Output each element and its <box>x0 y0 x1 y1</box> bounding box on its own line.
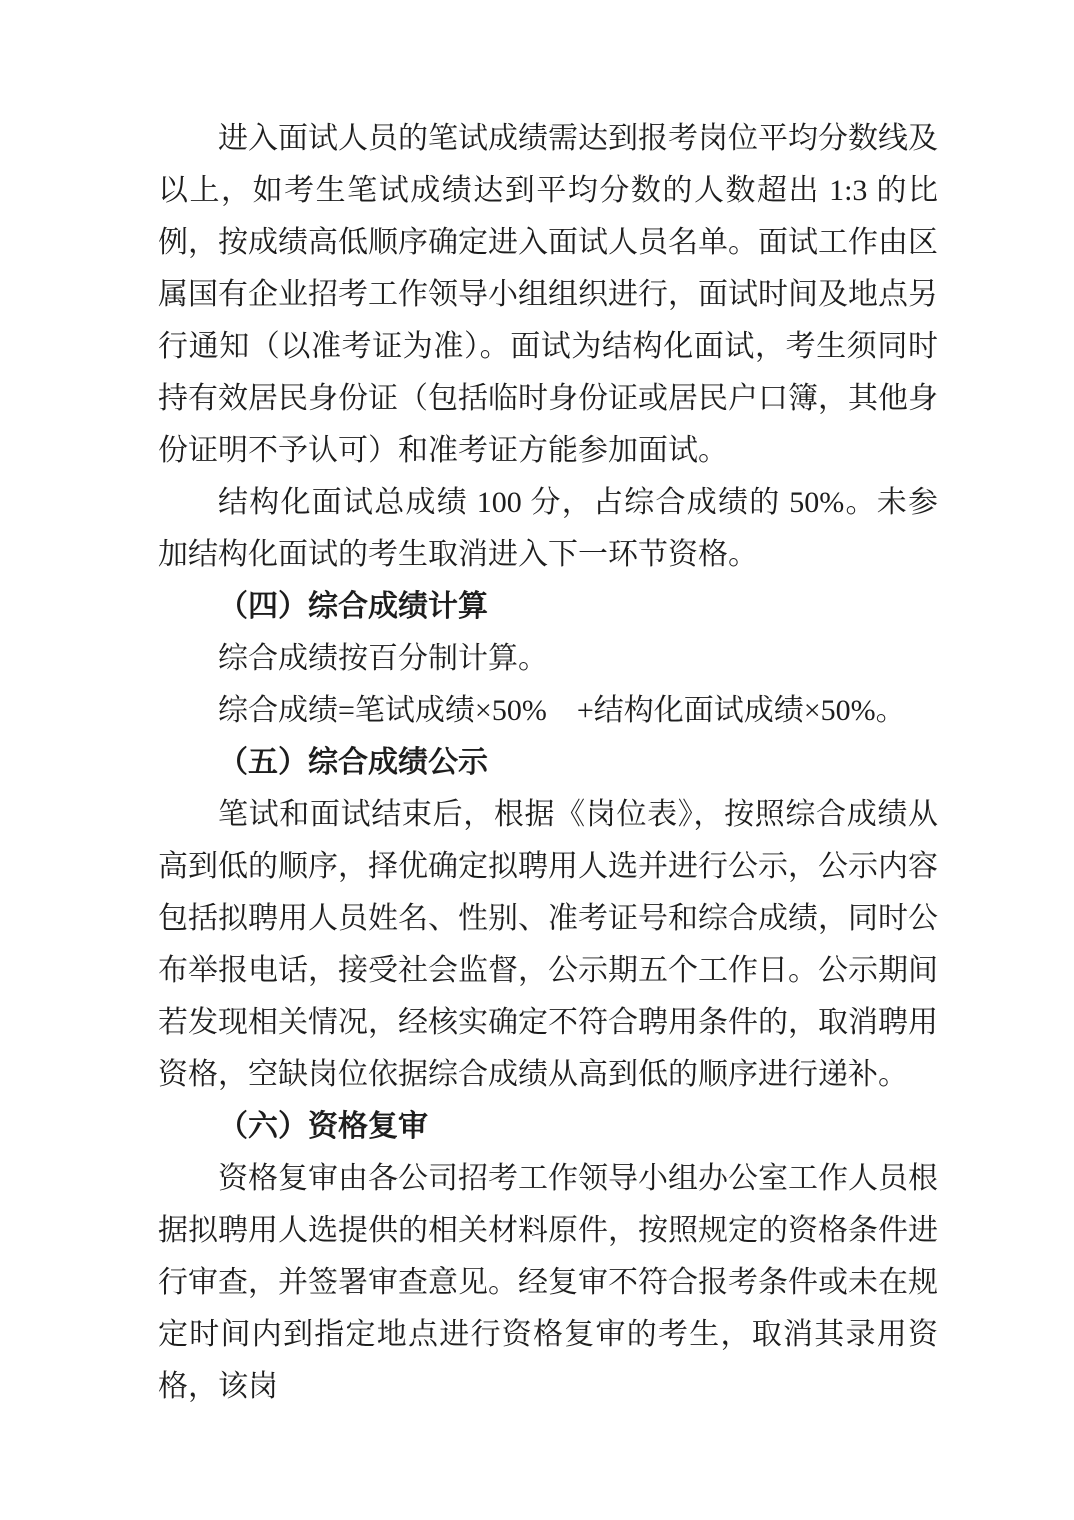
heading-section-6-qualification-review: （六）资格复审 <box>218 1110 428 1143</box>
paragraph-composite-score-method: 综合成绩按百分制计算。 <box>218 642 548 675</box>
paragraph-qualification-review-procedure: 资格复审由各公司招考工作领导小组办公室工作人员根据拟聘用人选提供的相关材料原件，按照规定的资格条件进行审查，并签署审查意见。经复审不符合报考条件或未在规定时间内到指定地点进行资格复审的考生，取消其录用资格，该岗 <box>158 1162 938 1403</box>
paragraph-interview-qualification: 进入面试人员的笔试成绩需达到报考岗位平均分数线及以上，如考生笔试成绩达到平均分数的人数超出 1:3 的比例，按成绩高低顺序确定进入面试人员名单。面试工作由区属国有企业招考工作领导小组组织进行，面试时间及地点另行通知（以准考证为准）。面试为结构化面试，考生须同时持有效居民身份证（包括临时身份证或居民户口簿，其他身份证明不予认可）和准考证方能参加面试。 <box>158 122 938 467</box>
heading-section-5-composite-score-publicity: （五）综合成绩公示 <box>218 746 488 779</box>
paragraph-publicity-procedure: 笔试和面试结束后，根据《岗位表》，按照综合成绩从高到低的顺序，择优确定拟聘用人选并进行公示，公示内容包括拟聘用人员姓名、性别、准考证号和综合成绩，同时公布举报电话，接受社会监督，公示期五个工作日。公示期间若发现相关情况，经核实确定不符合聘用条件的，取消聘用资格，空缺岗位依据综合成绩从高到低的顺序进行递补。 <box>158 798 938 1091</box>
heading-section-4-composite-score-calculation: （四）综合成绩计算 <box>218 590 488 623</box>
paragraph-structured-interview-score: 结构化面试总成绩 100 分，占综合成绩的 50%。未参加结构化面试的考生取消进入下一环节资格。 <box>158 486 938 571</box>
paragraph-composite-score-formula: 综合成绩=笔试成绩×50% +结构化面试成绩×50%。 <box>218 694 906 727</box>
document-body <box>158 113 938 1413</box>
